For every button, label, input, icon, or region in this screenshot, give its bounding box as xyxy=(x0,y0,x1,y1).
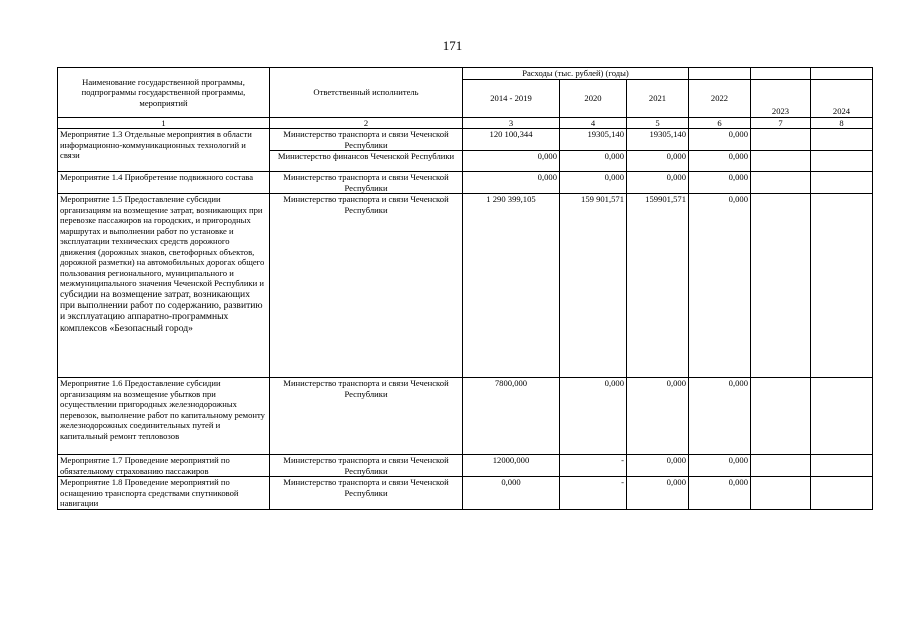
executor: Министерство финансов Чеченской Республики xyxy=(270,151,463,172)
value-2022: 0,000 xyxy=(689,477,751,510)
value-2020: 159 901,571 xyxy=(560,194,627,378)
value-2022: 0,000 xyxy=(689,455,751,477)
value-2020: - xyxy=(560,477,627,510)
measure-name: Мероприятие 1.7 Проведение мероприятий по обязательному страхованию пассажиров xyxy=(58,455,270,477)
value-2024 xyxy=(811,194,873,378)
executor: Министерство транспорта и связи Чеченской Республики xyxy=(270,477,463,510)
measure-name-continuation: субсидии на возмещение затрат, возникающих при выполнении работ по содержанию, развитию и эксплуатацию аппаратно-программных комплексов «Безопасный город» xyxy=(60,288,263,334)
measure-name-text: Мероприятие 1.5 Предоставление субсидии организациям на возмещение затрат, возникающих при перевозке пассажиров на городских, и пригородных маршрутах и выполнении работ по установке и эксплуатации технических средств дорожного движения (дорожных знаков, светофорных объектов, дорожной разметки) на автомобильных дорогах общего пользования регионального, муниципального и межмуниципального значения Чеченской Республики и xyxy=(60,194,265,288)
value-2023 xyxy=(751,477,811,510)
value-2020: 19305,140 xyxy=(560,129,627,151)
value-2024 xyxy=(811,477,873,510)
header-year: 2022 xyxy=(689,79,751,117)
header-executor: Ответственный исполнитель xyxy=(270,68,463,118)
column-number: 5 xyxy=(627,117,689,129)
column-number: 7 xyxy=(751,117,811,129)
value-2020: - xyxy=(560,455,627,477)
column-number: 6 xyxy=(689,117,751,129)
header-year: 2024 xyxy=(811,79,873,117)
value-2022: 0,000 xyxy=(689,194,751,378)
value-2023 xyxy=(751,151,811,172)
executor: Министерство транспорта и связи Чеченской Республики xyxy=(270,172,463,194)
header-name: Наименование государственной программы, подпрограммы государственной программы, мероприятий xyxy=(58,68,270,118)
expenses-table xyxy=(57,67,873,510)
value-2023 xyxy=(751,378,811,455)
value-2014-2019: 0,000 xyxy=(463,151,560,172)
measure-name: Мероприятие 1.4 Приобретение подвижного состава xyxy=(58,172,270,194)
value-2024 xyxy=(811,378,873,455)
value-2022: 0,000 xyxy=(689,172,751,194)
measure-name xyxy=(58,194,270,378)
page-number: 171 xyxy=(442,38,463,53)
table-row xyxy=(58,194,873,378)
table-row xyxy=(58,129,873,151)
value-2020: 0,000 xyxy=(560,151,627,172)
value-2020: 0,000 xyxy=(560,172,627,194)
value-2023 xyxy=(751,129,811,151)
executor: Министерство транспорта и связи Чеченской Республики xyxy=(270,194,463,378)
value-2021: 0,000 xyxy=(627,172,689,194)
value-2020: 0,000 xyxy=(560,378,627,455)
header-empty-cell xyxy=(811,68,873,80)
value-2014-2019: 0,000 xyxy=(463,172,560,194)
executor: Министерство транспорта и связи Чеченской Республики xyxy=(270,455,463,477)
value-2014-2019: 0,000 xyxy=(463,477,560,510)
value-2021: 159901,571 xyxy=(627,194,689,378)
column-number: 8 xyxy=(811,117,873,129)
header-year: 2023 xyxy=(751,79,811,117)
header-empty-cell xyxy=(751,68,811,80)
executor: Министерство транспорта и связи Чеченской Республики xyxy=(270,378,463,455)
value-2023 xyxy=(751,194,811,378)
value-2024 xyxy=(811,151,873,172)
value-2021: 0,000 xyxy=(627,378,689,455)
column-number: 1 xyxy=(58,117,270,129)
measure-name: Мероприятие 1.6 Предоставление субсидии организациям на возмещение убытков при осуществлении пригородных железнодорожных перевозок, выполнение работ по капитальному ремонту железнодорожных соединительных путей и капитальный ремонт тепловозов xyxy=(58,378,270,455)
table-row xyxy=(58,455,873,477)
value-2014-2019: 12000,000 xyxy=(463,455,560,477)
header-year: 2021 xyxy=(627,79,689,117)
value-2014-2019: 120 100,344 xyxy=(463,129,560,151)
header-empty-cell xyxy=(689,68,751,80)
header-row-1 xyxy=(58,68,873,80)
executor: Министерство транспорта и связи Чеченской Республики xyxy=(270,129,463,151)
value-2022: 0,000 xyxy=(689,378,751,455)
table-row xyxy=(58,378,873,455)
value-2022: 0,000 xyxy=(689,151,751,172)
header-year: 2020 xyxy=(560,79,627,117)
column-number-row xyxy=(58,117,873,129)
header-year: 2014 - 2019 xyxy=(463,79,560,117)
value-2023 xyxy=(751,172,811,194)
value-2021: 0,000 xyxy=(627,455,689,477)
value-2024 xyxy=(811,172,873,194)
value-2014-2019: 1 290 399,105 xyxy=(463,194,560,378)
measure-name: Мероприятие 1.8 Проведение мероприятий по оснащению транспорта средствами спутниковой навигации xyxy=(58,477,270,510)
value-2024 xyxy=(811,129,873,151)
value-2021: 0,000 xyxy=(627,151,689,172)
header-expenses: Расходы (тыс. рублей) (годы) xyxy=(463,68,689,80)
value-2022: 0,000 xyxy=(689,129,751,151)
value-2024 xyxy=(811,455,873,477)
table-row xyxy=(58,172,873,194)
value-2023 xyxy=(751,455,811,477)
value-2021: 19305,140 xyxy=(627,129,689,151)
column-number: 2 xyxy=(270,117,463,129)
column-number: 3 xyxy=(463,117,560,129)
table-row xyxy=(58,477,873,510)
value-2021: 0,000 xyxy=(627,477,689,510)
column-number: 4 xyxy=(560,117,627,129)
value-2014-2019: 7800,000 xyxy=(463,378,560,455)
measure-name: Мероприятие 1.3 Отдельные мероприятия в области информационно-коммуникационных технологий и связи xyxy=(58,129,270,172)
